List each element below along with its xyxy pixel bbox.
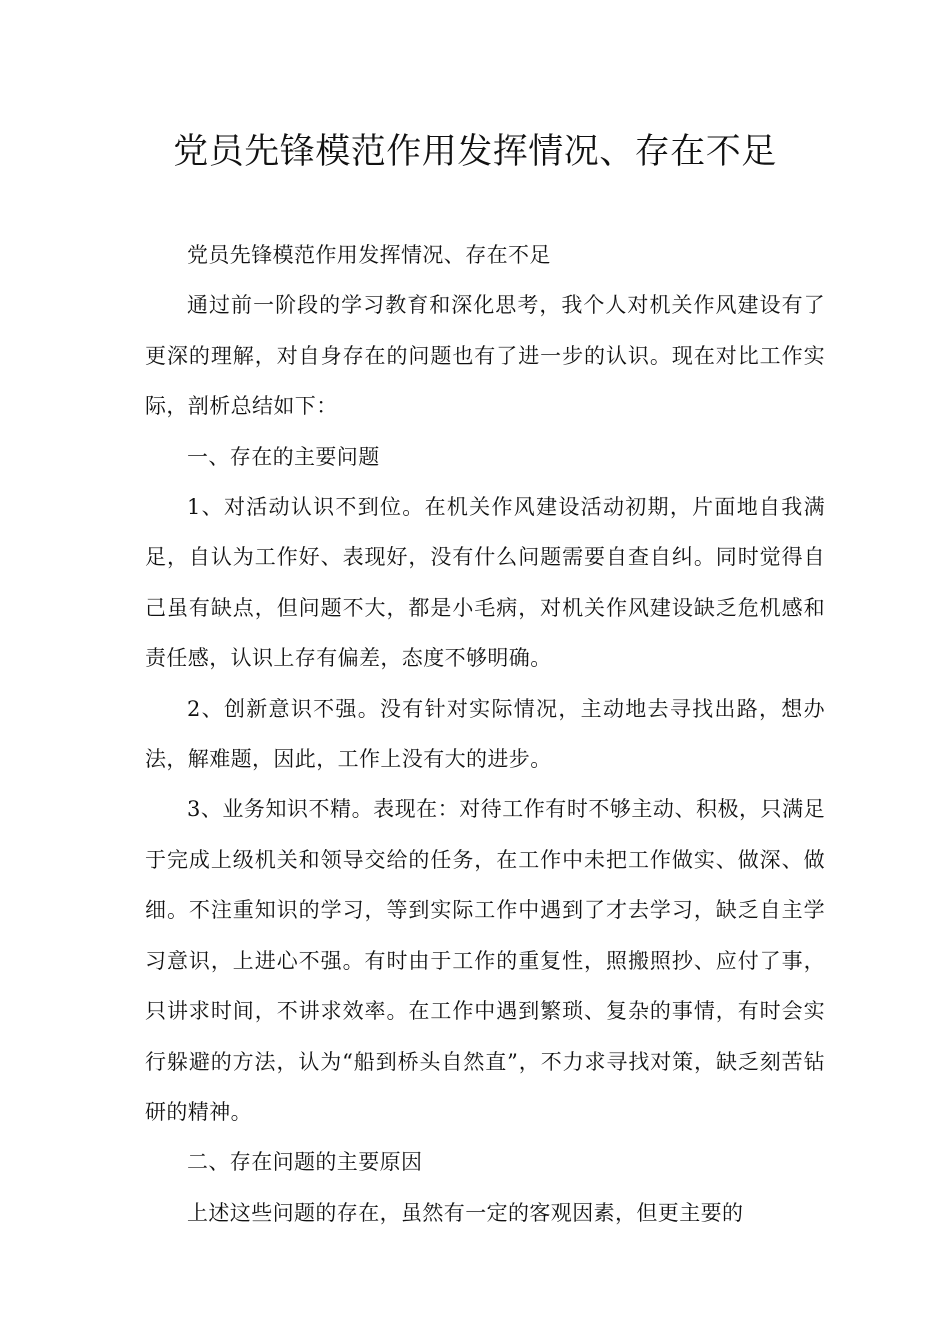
section-heading-causes: 二、存在问题的主要原因 — [187, 1150, 423, 1175]
paragraph-problem-1: 1、对活动认识不到位。在机关作风建设活动初期，片面地自我满足，自认为工作好、表现好，没有什么问题需要自查自纠。同时觉得自己虽有缺点，但问题不大，都是小毛病，对机关作风建设缺乏危机感和责任感，认识上存有偏差，态度不够明确。 — [145, 495, 825, 671]
section-heading-problems: 一、存在的主要问题 — [187, 444, 380, 469]
document-body — [145, 230, 825, 1238]
paragraph-problem-3: 3、业务知识不精。表现在：对待工作有时不够主动、积极，只满足于完成上级机关和领导交给的任务，在工作中未把工作做实、做深、做细。不注重知识的学习，等到实际工作中遇到了才去学习，缺乏自主学习意识，上进心不强。有时由于工作的重复性，照搬照抄、应付了事，只讲求时间，不讲求效率。在工作中遇到繁琐、复杂的事情，有时会实行躲避的方法，认为“船到桥头自然直”，不力求寻找对策，缺乏刻苦钻研的精神。 — [145, 797, 825, 1124]
paragraph-causes: 上述这些问题的存在，虽然有一定的客观因素，但更主要的 — [187, 1200, 744, 1225]
paragraph-subtitle: 党员先锋模范作用发挥情况、存在不足 — [187, 243, 551, 267]
paragraph-problem-2: 2、创新意识不强。没有针对实际情况，主动地去寻找出路，想办法，解难题，因此，工作上没有大的进步。 — [145, 696, 825, 772]
document-title: 党员先锋模范作用发挥情况、存在不足 — [173, 132, 777, 172]
paragraph-intro: 通过前一阶段的学习教育和深化思考，我个人对机关作风建设有了更深的理解，对自身存在的问题也有了进一步的认识。现在对比工作实际，剖析总结如下： — [145, 293, 825, 419]
